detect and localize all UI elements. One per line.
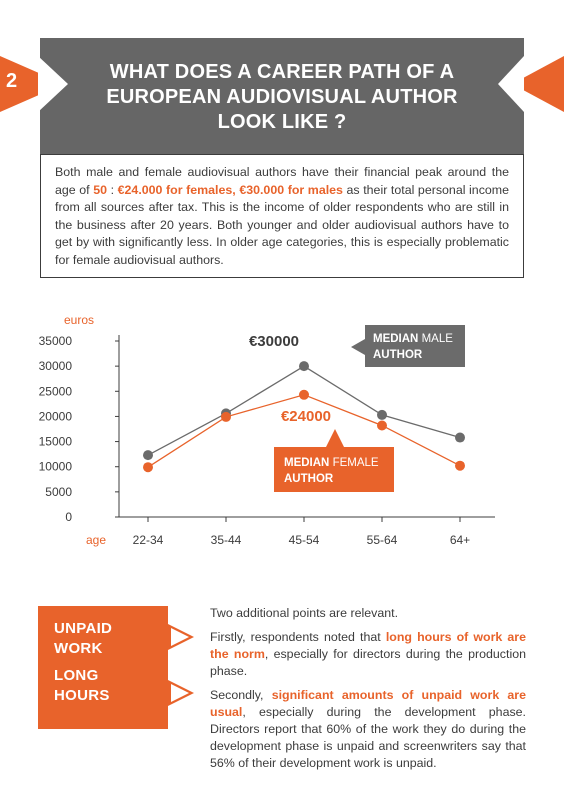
male-data-point	[455, 433, 465, 443]
y-tick-label: 15000	[38, 434, 72, 449]
y-tick-label: 0	[65, 510, 72, 524]
female-legend-label: MEDIAN FEMALE	[284, 457, 379, 469]
x-tick-label: 55-64	[366, 533, 398, 547]
male-legend-label: MEDIAN MALE	[373, 333, 453, 345]
female-data-point	[299, 390, 309, 400]
female-peak-annotation: €24000	[280, 407, 332, 425]
y-tick-label: 25000	[38, 384, 72, 399]
pointer-arrow-2	[168, 680, 194, 706]
long-hours-label: LONG HOURS	[54, 667, 110, 704]
y-tick-label: 10000	[38, 459, 72, 474]
female-legend-label-line2: AUTHOR	[284, 473, 334, 485]
left-arrow-notch	[38, 56, 68, 112]
x-axis-label: age	[85, 533, 107, 547]
female-data-point	[455, 461, 465, 471]
x-tick-label: 22-34	[132, 533, 164, 547]
age-highlight: 50	[93, 182, 107, 197]
pointer-arrow-1	[168, 624, 194, 650]
y-tick-label: 5000	[45, 484, 72, 499]
male-data-point	[143, 450, 153, 460]
female-data-point	[143, 462, 153, 472]
x-tick-label: 35-44	[210, 533, 242, 547]
paragraph-long-hours: Firstly, respondents noted that long hours of work are the norm, especially for directors during the production phase.	[210, 630, 527, 678]
paragraph-unpaid-work: Secondly, significant amounts of unpaid work are usual, especially during the development phase. Directors report that 60% of the work they do during the development phase is unpaid and screenwriters say that 56% of their development work is unpaid.	[210, 688, 527, 770]
page-title: WHAT DOES A CAREER PATH OF A EUROPEAN AUDIOVISUAL AUTHOR LOOK LIKE ?	[106, 61, 458, 133]
unpaid-work-label: UNPAID WORK	[54, 620, 113, 657]
male-data-point	[299, 361, 309, 371]
topics-box	[38, 606, 168, 729]
x-tick-label: 64+	[449, 533, 471, 547]
header-banner	[40, 38, 524, 154]
body-text	[210, 605, 526, 779]
male-data-point	[377, 410, 387, 420]
income-highlight: €24.000 for females, €30.000 for males	[117, 182, 343, 197]
intro-text-box: Both male and female audiovisual authors have their financial peak around the age of 50 : €24.000 for females, €30.000 for males as their total personal income from all sources after tax. This is the income of older respondents who are still in the business after 20 years. Both younger and older audiovisual authors have to get by with significantly less. In older age categories, this is especially problematic for female audiovisual authors.	[40, 154, 524, 278]
y-axis-label: euros	[64, 313, 95, 327]
female-data-point	[377, 420, 387, 430]
female-data-point	[221, 412, 231, 422]
y-tick-label: 35000	[38, 334, 72, 348]
section-number: 2	[6, 70, 18, 92]
male-peak-annotation: €30000	[248, 333, 300, 351]
x-tick-label: 45-54	[288, 533, 320, 547]
right-arrow-notch	[498, 56, 524, 112]
paragraph-intro: Two additional points are relevant.	[210, 606, 399, 620]
male-legend-label-line2: AUTHOR	[373, 349, 423, 361]
income-line-chart	[38, 305, 520, 555]
y-tick-label: 30000	[38, 359, 72, 374]
y-tick-label: 20000	[38, 409, 72, 424]
